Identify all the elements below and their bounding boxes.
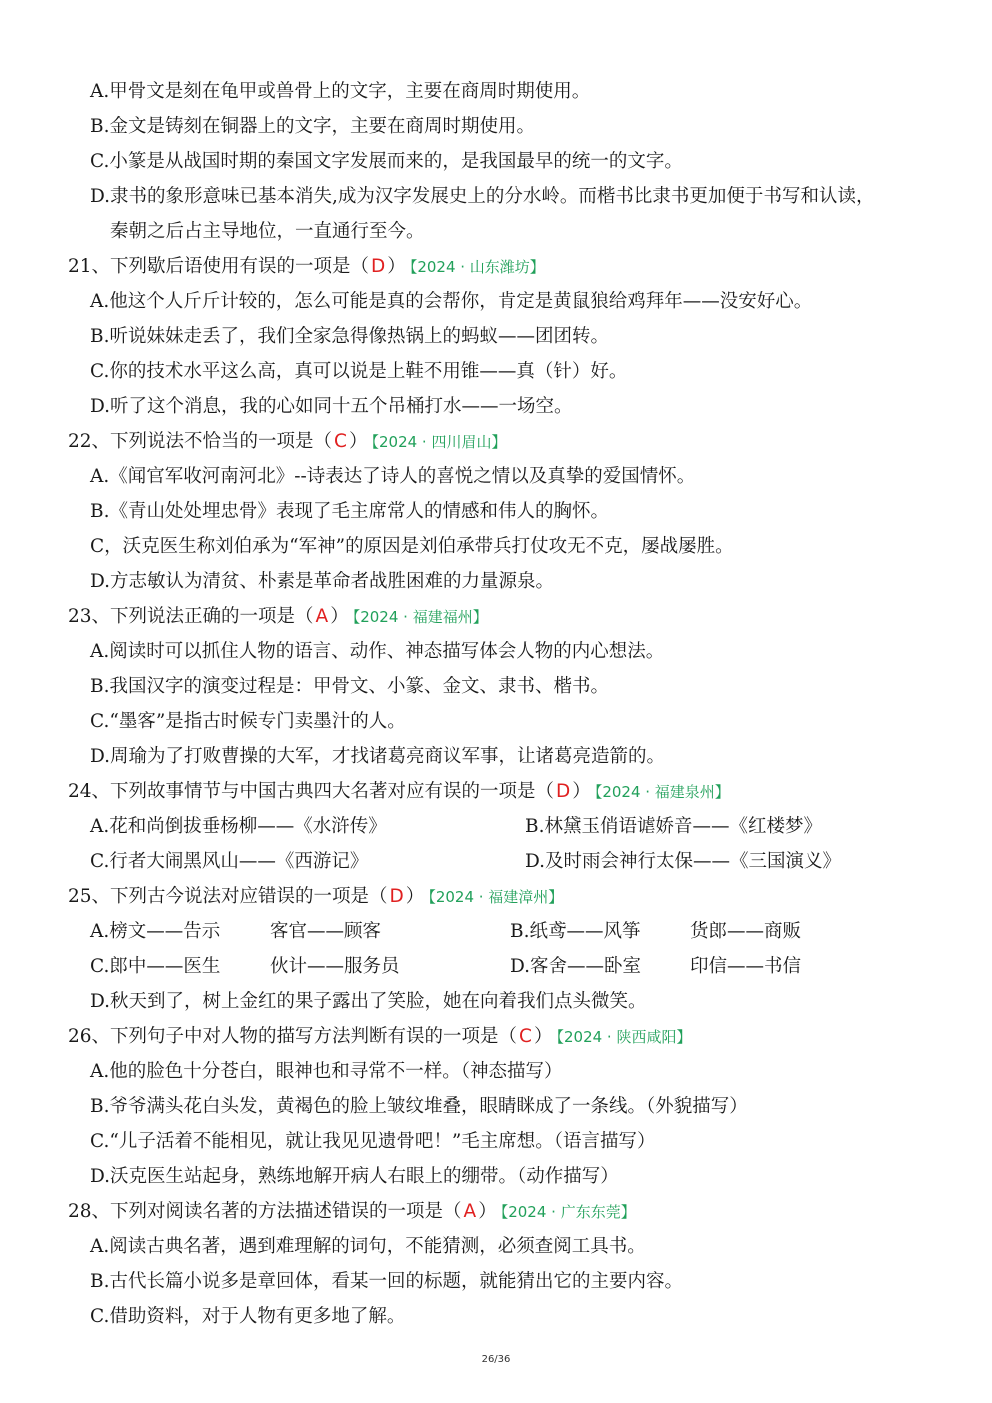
- question-close: ）: [533, 1026, 553, 1047]
- option-a: A.阅读时可以抓住人物的语言、动作、神态描写体会人物的内心想法。: [90, 641, 665, 662]
- question-stem: 28、下列对阅读名著的方法描述错误的一项是（: [68, 1201, 462, 1222]
- question-stem: 26、下列句子中对人物的描写方法判断有误的一项是（: [68, 1026, 518, 1047]
- answer-letter: D: [371, 256, 386, 277]
- answer-letter: C: [519, 1026, 532, 1047]
- source-tag: 【2024 · 陕西咸阳】: [556, 1028, 692, 1046]
- question-stem: 23、下列说法正确的一项是（: [68, 606, 314, 627]
- question-close: ）: [405, 886, 425, 907]
- source-tag: 【2024 · 福建福州】: [352, 608, 488, 626]
- question-stem: 24、下列故事情节与中国古典四大名著对应有误的一项是（: [68, 781, 555, 802]
- option-d: D.听了这个消息，我的心如同十五个吊桶打水——一场空。: [90, 396, 573, 417]
- source-tag: 【2024 · 四川眉山】: [371, 433, 507, 451]
- option-b: B.听说妹妹走丢了，我们全家急得像热锅上的蚂蚁——团团转。: [90, 326, 609, 347]
- option-a: A.阅读古典名著，遇到难理解的词句，不能猜测，必须查阅工具书。: [90, 1236, 646, 1257]
- question-24: [68, 774, 730, 809]
- option-b: B.林黛玉俏语谑娇音——《红楼梦》: [525, 816, 822, 837]
- source-tag: 【2024 · 福建泉州】: [594, 783, 730, 801]
- option-a: A.他这个人斤斤计较的，怎么可能是真的会帮你，肯定是黄鼠狼给鸡拜年——没安好心。: [90, 291, 813, 312]
- option-d-first: D.客舍——卧室: [510, 956, 642, 977]
- question-25: [68, 879, 563, 914]
- option-c: C.借助资料，对于人物有更多地了解。: [90, 1306, 406, 1327]
- option-d: D.沃克医生站起身，熟练地解开病人右眼上的绷带。（动作描写）: [90, 1166, 619, 1187]
- option-c: C.你的技术水平这么高，真可以说是上鞋不用锥——真（针）好。: [90, 361, 628, 382]
- option-c: C.小篆是从战国时期的秦国文字发展而来的，是我国最早的统一的文字。: [90, 151, 683, 172]
- answer-letter: C: [334, 431, 347, 452]
- option-extra: D.秋天到了，树上金红的果子露出了笑脸，她在向着我们点头微笑。: [90, 991, 647, 1012]
- source-tag: 【2024 · 广东东莞】: [500, 1203, 636, 1221]
- question-22: [68, 424, 506, 459]
- option-a: A.他的脸色十分苍白，眼神也和寻常不一样。（神态描写）: [90, 1061, 563, 1082]
- question-close: ）: [387, 256, 406, 277]
- option-d: D.周瑜为了打败曹操的大军，才找诸葛亮商议军事，让诸葛亮造箭的。: [90, 746, 666, 767]
- option-a-second: 客官——顾客: [270, 921, 382, 942]
- option-d: D.隶书的象形意味已基本消失,成为汉字发展史上的分水岭。而楷书比隶书更加便于书写和认读，: [90, 186, 875, 207]
- option-a: A.花和尚倒拔垂杨柳——《水浒传》: [90, 816, 387, 837]
- question-stem: 22、下列说法不恰当的一项是（: [68, 431, 333, 452]
- question-stem: 25、下列古今说法对应错误的一项是（: [68, 886, 388, 907]
- question-26: [68, 1019, 691, 1054]
- answer-letter: A: [463, 1201, 477, 1222]
- option-b: B.金文是铸刻在铜器上的文字，主要在商周时期使用。: [90, 116, 535, 137]
- question-close: ）: [348, 431, 368, 452]
- option-d: D.方志敏认为清贫、朴素是革命者战胜困难的力量源泉。: [90, 571, 555, 592]
- option-d: D.及时雨会神行太保——《三国演义》: [525, 851, 842, 872]
- option-b: B.我国汉字的演变过程是：甲骨文、小篆、金文、隶书、楷书。: [90, 676, 609, 697]
- option-b: B.爷爷满头花白头发，黄褐色的脸上皱纹堆叠，眼睛眯成了一条线。（外貌描写）: [90, 1096, 748, 1117]
- answer-letter: A: [315, 606, 329, 627]
- question-close: ）: [330, 606, 349, 627]
- source-tag: 【2024 · 山东潍坊】: [409, 258, 545, 276]
- option-b: B.《青山处处埋忠骨》表现了毛主席常人的情感和伟人的胸怀。: [90, 501, 609, 522]
- question-28: [68, 1194, 636, 1229]
- option-d-continued: 秦朝之后占主导地位，一直通行至今。: [110, 221, 425, 242]
- option-c: C.“墨客”是指古时候专门卖墨汁的人。: [90, 711, 406, 732]
- option-a-first: A.榜文——告示: [90, 921, 221, 942]
- question-stem: 21、下列歇后语使用有误的一项是（: [68, 256, 370, 277]
- question-23: [68, 599, 488, 634]
- option-c-first: C.郎中——医生: [90, 956, 221, 977]
- option-a: A.《闻官军收河南河北》--诗表达了诗人的喜悦之情以及真挚的爱国情怀。: [90, 466, 696, 487]
- option-a: A.甲骨文是刻在龟甲或兽骨上的文字，主要在商周时期使用。: [90, 81, 591, 102]
- answer-letter: D: [389, 886, 404, 907]
- option-c: C.“儿子活着不能相见，就让我见见遗骨吧！”毛主席想。（语言描写）: [90, 1131, 656, 1152]
- option-b-second: 货郎——商贩: [690, 921, 802, 942]
- question-21: [68, 249, 545, 284]
- option-c: C.行者大闹黑风山——《西游记》: [90, 851, 369, 872]
- option-b: B.古代长篇小说多是章回体，看某一回的标题，就能猜出它的主要内容。: [90, 1271, 683, 1292]
- option-c: C，沃克医生称刘伯承为“军神”的原因是刘伯承带兵打仗攻无不克，屡战屡胜。: [90, 536, 734, 557]
- source-tag: 【2024 · 福建漳州】: [428, 888, 564, 906]
- question-close: ）: [572, 781, 591, 802]
- page-number: 26/36: [481, 1354, 511, 1365]
- option-c-second: 伙计——服务员: [270, 956, 400, 977]
- option-b-first: B.纸鸢——风筝: [510, 921, 641, 942]
- option-d-second: 印信——书信: [690, 956, 802, 977]
- question-close: ）: [478, 1201, 497, 1222]
- answer-letter: D: [556, 781, 571, 802]
